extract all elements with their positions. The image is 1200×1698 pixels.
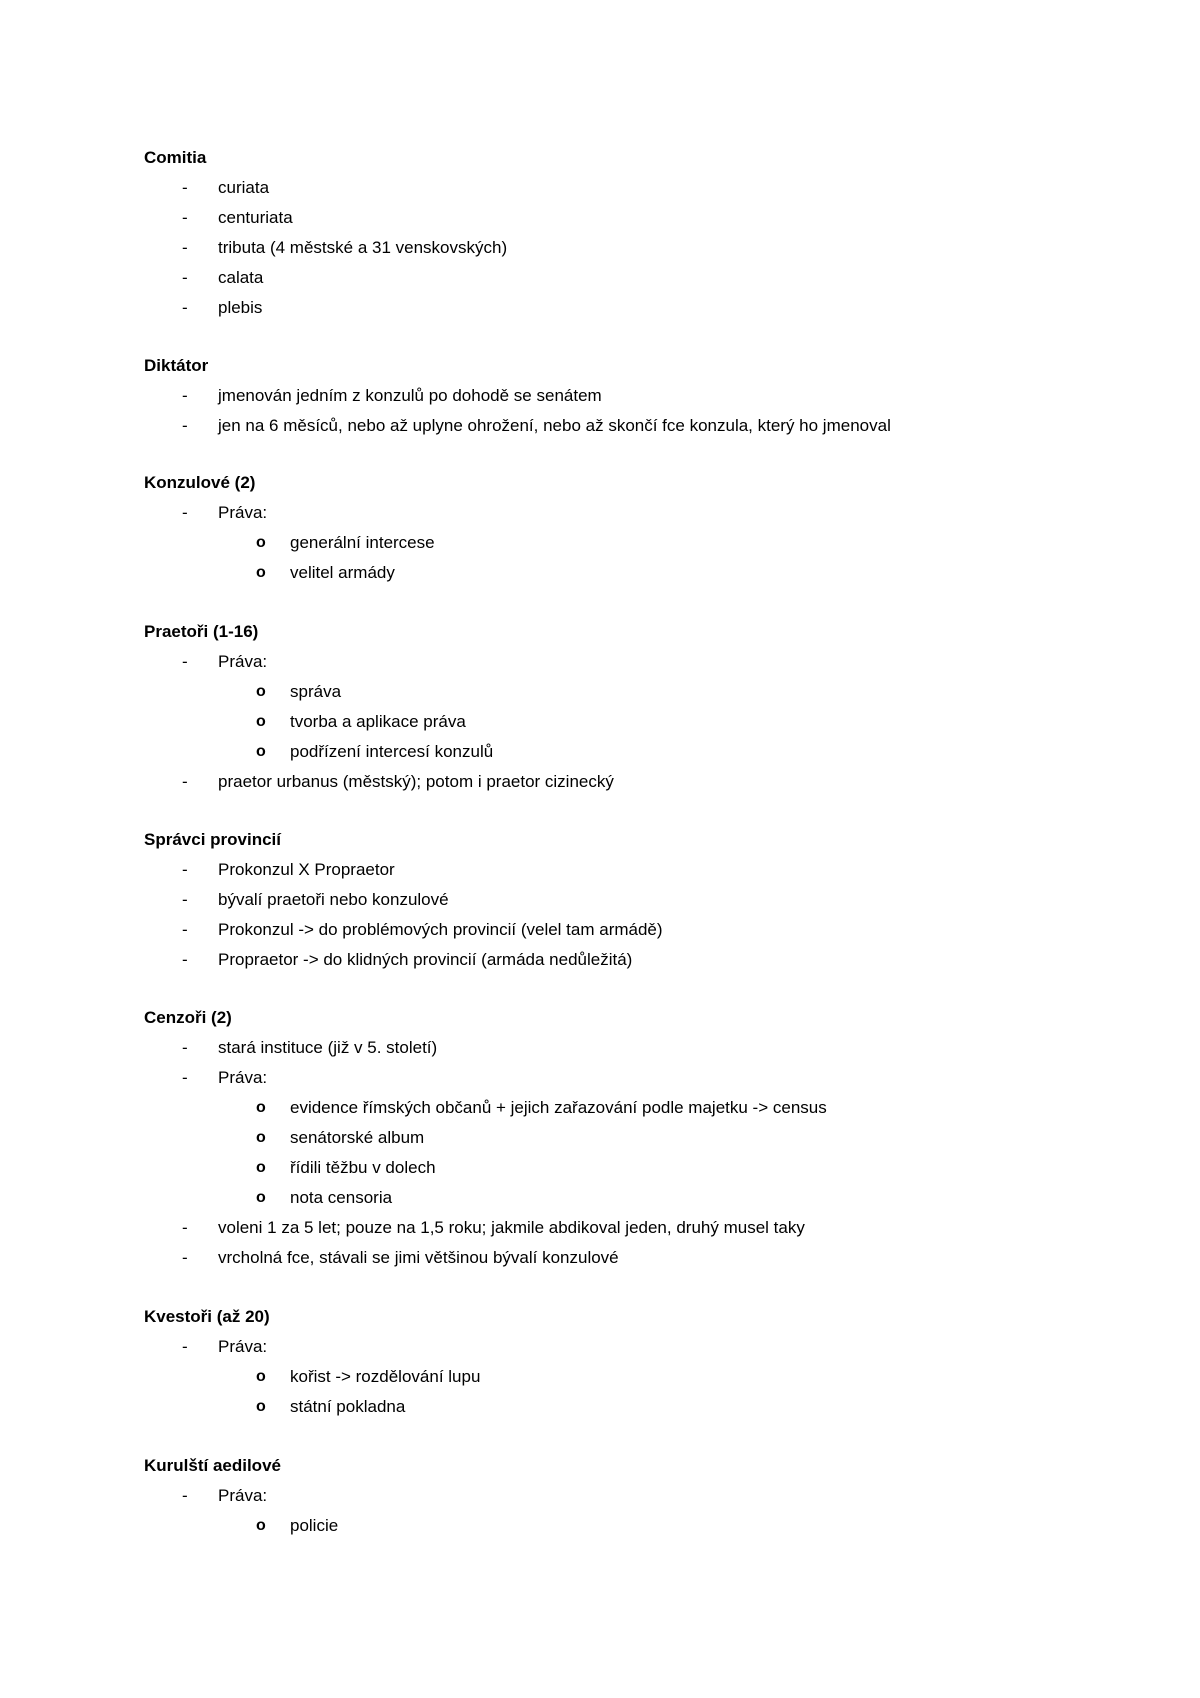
list-item: - curiata: [144, 173, 1144, 203]
section-heading: Kvestoři (až 20): [144, 1307, 270, 1326]
section-heading: Comitia: [144, 148, 207, 167]
dash-bullet: -: [182, 268, 188, 287]
section-heading: Praetoři (1-16): [144, 622, 259, 641]
section-spravci-provincii: [144, 825, 1144, 975]
dash-bullet: -: [182, 860, 188, 879]
list-item: - plebis: [144, 293, 1144, 323]
sub-list-item: o tvorba a aplikace práva: [144, 707, 1144, 737]
dash-bullet: -: [182, 1218, 188, 1237]
section-diktator: [144, 351, 1144, 441]
sub-list-item: o řídili těžbu v dolech: [144, 1153, 1144, 1183]
list-item: - praetor urbanus (městský); potom i praetor cizinecký: [144, 767, 1144, 797]
dash-bullet: -: [182, 1248, 188, 1267]
circle-bullet: o: [256, 683, 266, 700]
dash-bullet: -: [182, 772, 188, 791]
dash-bullet: -: [182, 178, 188, 197]
circle-bullet: o: [256, 1099, 266, 1116]
dash-bullet: -: [182, 1038, 188, 1057]
section-comitia: [144, 143, 1144, 323]
section-konzulove: [144, 468, 1144, 588]
list-item: - Prokonzul -> do problémových provincií (velel tam armádě): [144, 915, 1144, 945]
dash-bullet: -: [182, 503, 188, 522]
dash-bullet: -: [182, 1486, 188, 1505]
list-item: - jen na 6 měsíců, nebo až uplyne ohrožení, nebo až skončí fce konzula, který ho jmenoval: [144, 411, 1144, 441]
list-item: - Práva:: [144, 1063, 1144, 1093]
list-item: - Práva:: [144, 1332, 1144, 1362]
circle-bullet: o: [256, 1368, 266, 1385]
sub-list-item: o podřízení intercesí konzulů: [144, 737, 1144, 767]
circle-bullet: o: [256, 713, 266, 730]
list-item: - Prokonzul X Propraetor: [144, 855, 1144, 885]
dash-bullet: -: [182, 890, 188, 909]
dash-bullet: -: [182, 416, 188, 435]
section-heading: Konzulové (2): [144, 473, 256, 492]
dash-bullet: -: [182, 1068, 188, 1087]
sub-list-item: o senátorské album: [144, 1123, 1144, 1153]
list-item: - Práva:: [144, 647, 1144, 677]
list-item: - Práva:: [144, 498, 1144, 528]
circle-bullet: o: [256, 743, 266, 760]
list-item: - Práva:: [144, 1481, 1144, 1511]
sub-list-item: o policie: [144, 1511, 1144, 1541]
list-item: - stará instituce (již v 5. století): [144, 1033, 1144, 1063]
dash-bullet: -: [182, 652, 188, 671]
section-cenzori: [144, 1003, 1144, 1273]
section-heading: Kurulští aedilové: [144, 1456, 281, 1475]
sub-list-item: o generální intercese: [144, 528, 1144, 558]
list-item: - centuriata: [144, 203, 1144, 233]
circle-bullet: o: [256, 1517, 266, 1534]
circle-bullet: o: [256, 1189, 266, 1206]
circle-bullet: o: [256, 534, 266, 551]
sub-list-item: o nota censoria: [144, 1183, 1144, 1213]
section-praetori: [144, 617, 1144, 797]
sub-list-item: o kořist -> rozdělování lupu: [144, 1362, 1144, 1392]
circle-bullet: o: [256, 564, 266, 581]
list-item: - vrcholná fce, stávali se jimi většinou bývalí konzulové: [144, 1243, 1144, 1273]
sub-list-item: o velitel armády: [144, 558, 1144, 588]
list-item: - calata: [144, 263, 1144, 293]
circle-bullet: o: [256, 1129, 266, 1146]
list-item: - jmenován jedním z konzulů po dohodě se senátem: [144, 381, 1144, 411]
dash-bullet: -: [182, 950, 188, 969]
dash-bullet: -: [182, 208, 188, 227]
circle-bullet: o: [256, 1159, 266, 1176]
section-kvestori: [144, 1302, 1144, 1422]
list-item: - voleni 1 za 5 let; pouze na 1,5 roku; jakmile abdikoval jeden, druhý musel taky: [144, 1213, 1144, 1243]
dash-bullet: -: [182, 386, 188, 405]
sub-list-item: o státní pokladna: [144, 1392, 1144, 1422]
circle-bullet: o: [256, 1398, 266, 1415]
list-item: - bývalí praetoři nebo konzulové: [144, 885, 1144, 915]
dash-bullet: -: [182, 298, 188, 317]
dash-bullet: -: [182, 920, 188, 939]
section-heading: Cenzoři (2): [144, 1008, 232, 1027]
list-item: - tributa (4 městské a 31 venskovských): [144, 233, 1144, 263]
section-heading: Správci provincií: [144, 830, 281, 849]
sub-list-item: o správa: [144, 677, 1144, 707]
sub-list-item: o evidence římských občanů + jejich zařazování podle majetku -> census: [144, 1093, 1144, 1123]
list-item: - Propraetor -> do klidných provincií (armáda nedůležitá): [144, 945, 1144, 975]
section-kurulsti-aedilove: [144, 1451, 1144, 1541]
dash-bullet: -: [182, 238, 188, 257]
dash-bullet: -: [182, 1337, 188, 1356]
section-heading: Diktátor: [144, 356, 209, 375]
